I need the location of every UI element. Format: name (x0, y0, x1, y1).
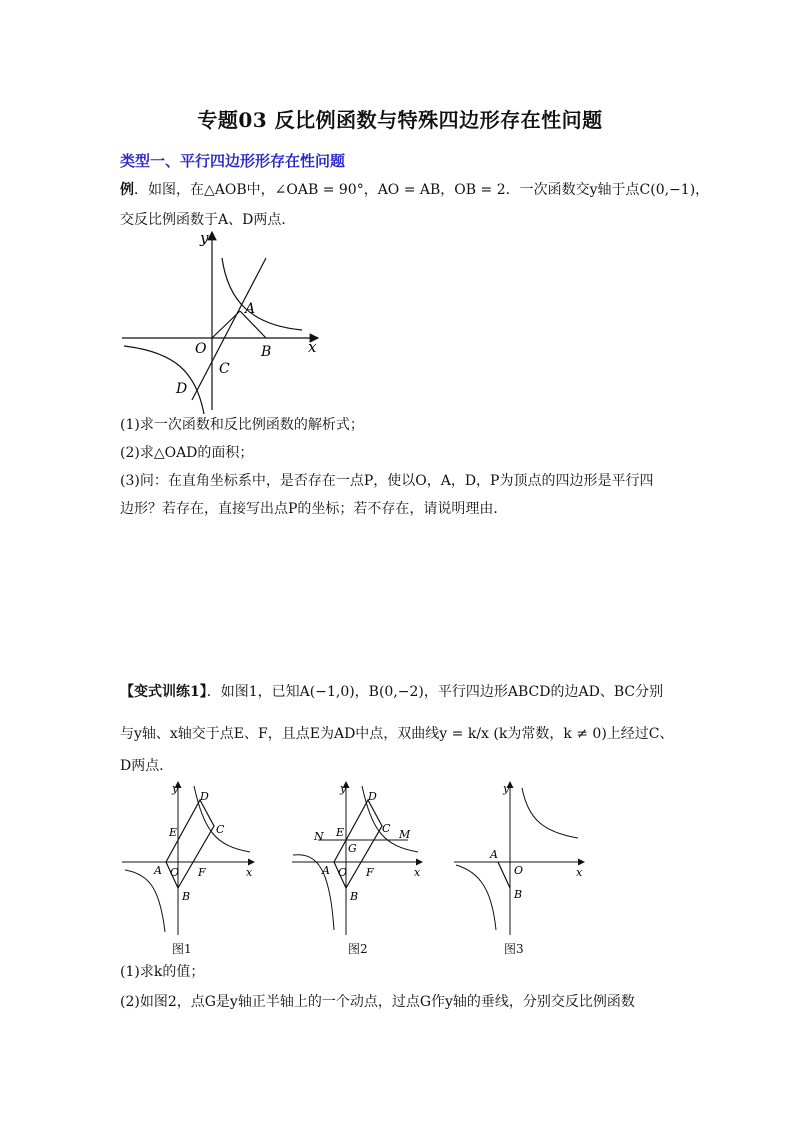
label-b: B (261, 344, 272, 360)
fig1-hyperbola-branch-2 (125, 870, 165, 932)
fig2-caption: 图2 (348, 942, 368, 956)
fig1-label-b: B (182, 890, 191, 903)
variant-line-1 (120, 682, 663, 702)
example-label: 例 (120, 182, 134, 198)
fig2-label-c: C (382, 822, 391, 835)
variant-label: 【变式训练1】 (120, 684, 207, 700)
fig2-label-m: M (399, 828, 411, 841)
label-d: D (176, 381, 188, 397)
label-o: O (195, 341, 207, 357)
fig2-label-x: x (414, 866, 421, 879)
fig2-label-f: F (366, 866, 374, 879)
fig2-label-e: E (336, 826, 345, 839)
fig3-segment-ab (498, 862, 510, 888)
variant-question-1: (1)求k的值； (120, 964, 205, 980)
label-x: x (308, 338, 317, 356)
fig1-label-f: F (198, 866, 206, 879)
question-2: (2)求△OAD的面积； (120, 445, 254, 461)
fig3-hyperbola-branch-1 (522, 788, 578, 838)
example-line-1 (120, 180, 709, 200)
example-line-2: 交反比例函数于A、D两点． (120, 212, 296, 228)
fig2-label-a: A (322, 864, 330, 877)
fig1-caption: 图1 (172, 942, 192, 956)
fig3-label-b: B (514, 888, 523, 901)
variant-line-2: 与y轴、x轴交于点E、F，且点E为AD中点，双曲线y = k/x (k为常数，k ≠ 0)上经过C、 (120, 726, 674, 742)
example-figure (118, 226, 328, 416)
figure-2 (288, 775, 438, 965)
label-a: A (245, 301, 256, 317)
fig3-caption: 图3 (504, 942, 524, 956)
question-1: (1)求一次函数和反比例函数的解析式； (120, 417, 364, 433)
label-c: C (219, 361, 230, 377)
linear-function (192, 258, 266, 400)
figure-1 (118, 775, 268, 965)
example-text-1: ．如图，在△AOB中，∠OAB = 90°，AO = AB，OB = 2．一次函数交y轴于点C(0,−1)， (134, 182, 710, 198)
hyperbola-branch-2 (124, 346, 204, 414)
fig1-label-o: O (170, 866, 180, 879)
fig2-label-n: N (314, 830, 324, 843)
fig3-label-o: O (514, 864, 524, 877)
fig2-label-d: D (368, 790, 377, 803)
question-3-line-2: 边形？若存在，直接写出点P的坐标；若不存在，请说明理由． (120, 501, 508, 517)
fig1-label-y: y (172, 782, 179, 795)
fig1-label-x: x (246, 866, 253, 879)
figure-3 (450, 775, 590, 965)
section-heading: 类型一、平行四边形形存在性问题 (120, 152, 346, 170)
fig1-label-d: D (200, 790, 209, 803)
fig2-label-b: B (350, 890, 359, 903)
fig1-label-c: C (216, 823, 225, 836)
variant-text-1: ．如图1，已知A(−1,0)，B(0,−2)，平行四边形ABCD的边AD、BC分别 (206, 684, 664, 700)
label-y: y (200, 229, 209, 247)
variant-question-2: (2)如图2，点G是y轴正半轴上的一个动点，过点G作y轴的垂线，分别交反比例函数 (120, 994, 635, 1010)
fig3-label-x: x (576, 866, 583, 879)
fig2-label-y: y (340, 782, 347, 795)
page-title: 专题03 反比例函数与特殊四边形存在性问题 (197, 108, 603, 132)
variant-line-3: D两点． (120, 758, 174, 774)
fig3-hyperbola-branch-2 (456, 865, 496, 930)
fig2-label-g: G (348, 842, 357, 855)
question-3-line-1: (3)问：在直角坐标系中，是否存在一点P，使以O，A，D，P为顶点的四边形是平行四 (120, 473, 654, 489)
fig1-label-e: E (169, 826, 178, 839)
fig2-label-o: O (338, 866, 348, 879)
fig1-label-a: A (154, 864, 162, 877)
fig3-label-y: y (503, 782, 510, 795)
fig3-label-a: A (490, 848, 498, 861)
